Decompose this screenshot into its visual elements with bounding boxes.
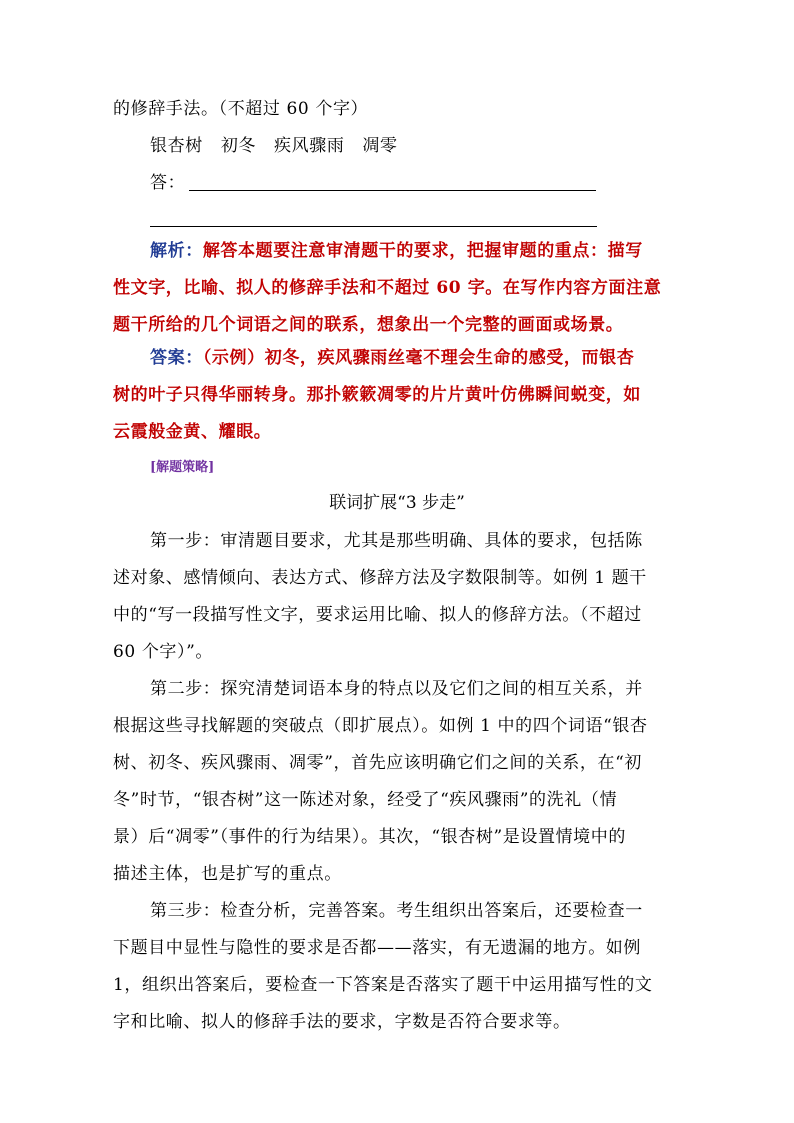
step2-line-5: 景）后“凋零”（事件的行为结果）。其次，“银杏树”是设置情境中的 — [113, 827, 626, 847]
answer-prompt: 答： — [150, 173, 186, 193]
word-list — [150, 136, 720, 156]
answer-label: 答案： — [150, 348, 203, 368]
analysis-label: 解析： — [150, 241, 203, 261]
step1-line-3: 中的“写一段描写性文字，要求运用比喻、拟人的修辞方法。（不超过 — [113, 605, 642, 625]
step2-line-1: 第二步：探究清楚词语本身的特点以及它们之间的相互关系，并 — [150, 679, 643, 699]
answer-line-1-text: 答案：（示例）初冬，疾风骤雨丝毫不理会生命的感受，而银杏 — [150, 348, 635, 368]
step2-line-3: 树、初冬、疾风骤雨、凋零”，首先应该明确它们之间的关系，在“初 — [113, 753, 642, 773]
step1-line-4: 60 个字）”。 — [113, 642, 214, 662]
strategy-title: 联词扩展“3 步走” — [329, 493, 465, 513]
question-tail: 的修辞手法。（不超过 60 个字） — [113, 99, 369, 119]
word-4: 凋零 — [362, 136, 398, 156]
step3-line-4: 字和比喻、拟人的修辞手法的要求，字数是否符合要求等。 — [113, 1012, 571, 1032]
step2-line-4: 冬”时节，“银杏树”这一陈述对象，经受了“疾风骤雨”的洗礼（情 — [113, 790, 618, 810]
analysis-line-2: 性文字，比喻、拟人的修辞手法和不超过 60 字。在写作内容方面注意 — [113, 278, 662, 298]
step2-line-2: 根据这些寻找解题的突破点（即扩展点）。如例 1 中的四个词语“银杏 — [113, 716, 648, 736]
answer-line-3-text: 云霞般金黄、耀眼。 — [113, 422, 272, 442]
step3-line-1: 第三步：检查分析，完善答案。考生组织出答案后，还要检查一 — [150, 901, 643, 921]
word-3: 疾风骤雨 — [274, 136, 345, 156]
answer-line-2 — [150, 226, 597, 227]
analysis-line-1: 解析：解答本题要注意审清题干的要求，把握审题的重点：描写 — [150, 241, 643, 261]
step3-line-2: 下题目中显性与隐性的要求是否都——落实，有无遗漏的地方。如例 — [113, 938, 641, 958]
answer-line-1 — [189, 190, 596, 191]
answer-line-2-text: 树的叶子只得华丽转身。那扑簌簌凋零的片片黄叶仿佛瞬间蜕变，如 — [113, 385, 641, 405]
step1-line-1: 第一步：审清题目要求，尤其是那些明确、具体的要求，包括陈 — [150, 531, 643, 551]
word-1: 银杏树 — [150, 136, 203, 156]
strategy-tag: [解题策略] — [150, 460, 215, 475]
step1-line-2: 述对象、感情倾向、表达方式、修辞方法及字数限制等。如例 1 题干 — [113, 568, 647, 588]
word-2: 初冬 — [220, 136, 257, 156]
step2-line-6: 描述主体，也是扩写的重点。 — [113, 864, 342, 884]
analysis-line-3: 题干所给的几个词语之间的联系，想象出一个完整的画面或场景。 — [113, 315, 624, 335]
step3-line-3: 1，组织出答案后，要检查一下答案是否落实了题干中运用描写性的文 — [113, 975, 653, 995]
